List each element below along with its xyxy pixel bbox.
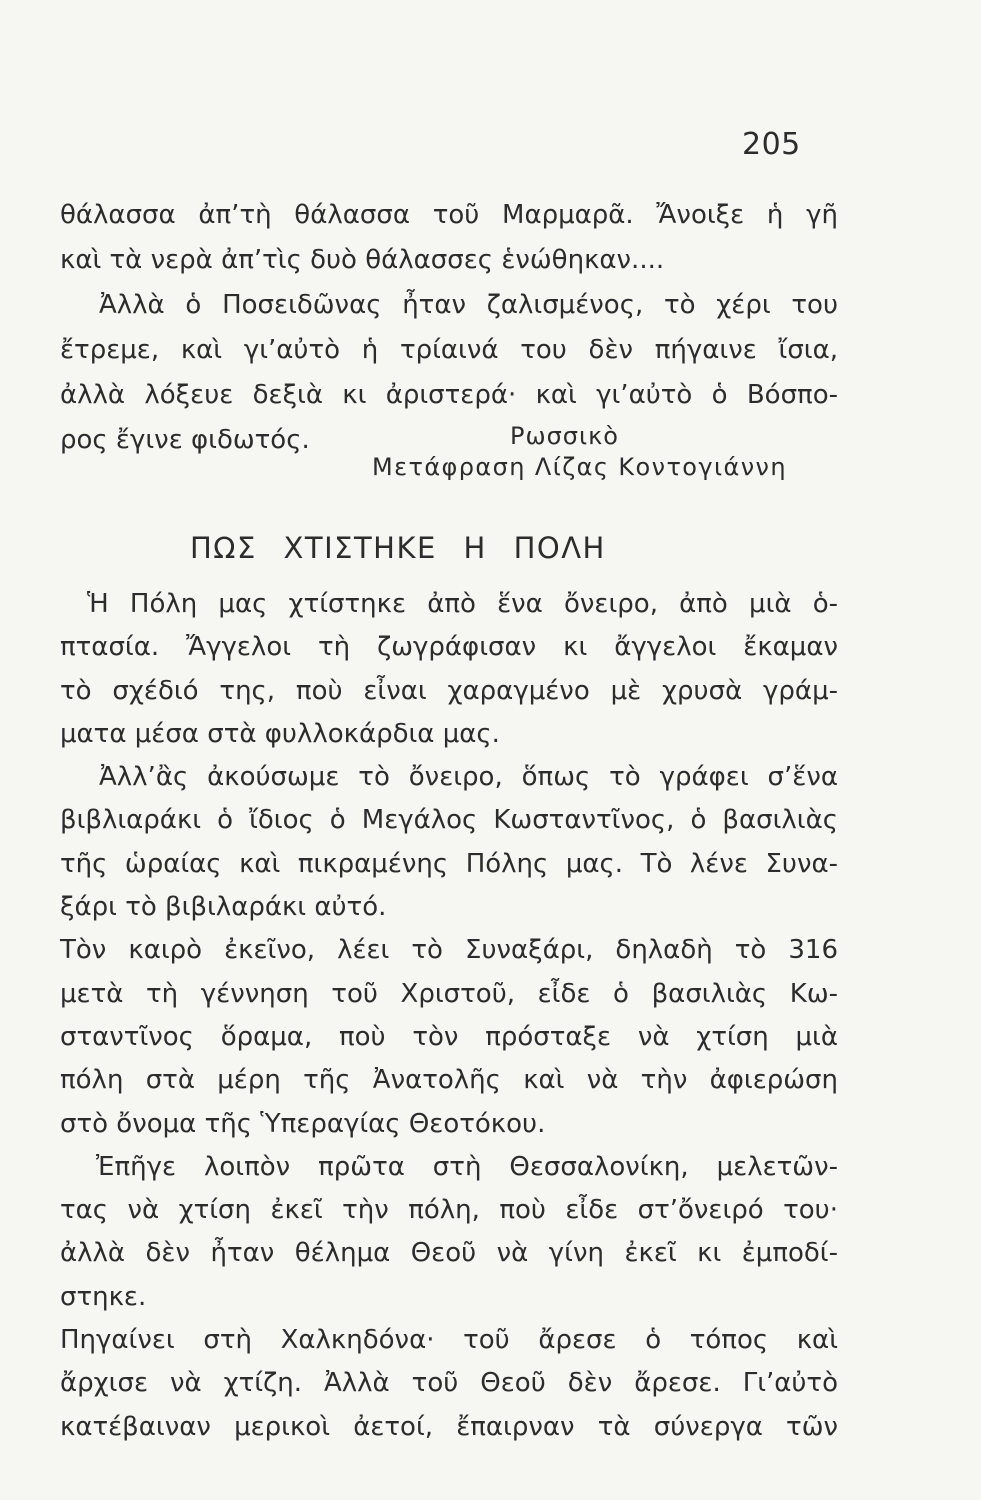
text-block-chapter xyxy=(60,583,838,1449)
paragraph-line: στηκε. xyxy=(60,1281,147,1312)
paragraph-line: Ἐπῆγε λοιπὸν πρῶτα στὴ Θεσσαλονίκη, μελετῶν- xyxy=(96,1151,838,1182)
paragraph-line: ἀλλὰ δὲν ἦταν θέλημα Θεοῦ νὰ γίνη ἐκεῖ κι ἐμποδί- xyxy=(60,1238,838,1269)
paragraph-line: πόλη στὰ μέρη τῆς Ἀνατολῆς καὶ νὰ τὴν ἀφιερώση xyxy=(60,1065,838,1096)
text-block-previous-chapter xyxy=(60,193,838,463)
paragraph-line: ἔτρεμε, καὶ γι’αὐτὸ ἡ τρίαινά του δὲν πήγαινε ἴσια, xyxy=(60,335,838,365)
paragraph-line: κατέβαιναν μερικοὶ ἀετοί, ἔπαιρναν τὰ σύνεργα τῶν xyxy=(60,1411,838,1442)
paragraph-line: ματα μέσα στὰ φυλλοκάρδια μας. xyxy=(60,718,500,749)
paragraph-line: ἀλλὰ λόξευε δεξιὰ κι ἀριστερά· καὶ γι’αὐτὸ ὁ Βόσπο- xyxy=(60,380,838,410)
paragraph-line: τας νὰ χτίση ἐκεῖ τὴν πόλη, ποὺ εἶδε στ’ὄνειρό του· xyxy=(60,1195,838,1226)
paragraph-line: θάλασσα ἀπ’τὴ θάλασσα τοῦ Μαρμαρᾶ. Ἄνοιξε ἡ γῆ xyxy=(60,200,838,230)
paragraph-line: βιβλιαράκι ὁ ἴδιος ὁ Μεγάλος Κωσταντῖνος, ὁ βασιλιὰς xyxy=(60,805,838,836)
paragraph-line: καὶ τὰ νερὰ ἀπ’τὶς δυὸ θάλασσες ἑνώθηκαν.... xyxy=(60,245,665,275)
translator-credit: Μετάφραση Λίζας Κοντογιάννη xyxy=(372,453,787,481)
paragraph-line: Ἀλλ’ἂς ἀκούσωμε τὸ ὄνειρο, ὅπως τὸ γράφει σ’ἕνα xyxy=(99,762,838,793)
paragraph-line: πτασία. Ἄγγελοι τὴ ζωγράφισαν κι ἄγγελοι ἔκαμαν xyxy=(60,632,838,663)
paragraph-line: ρος ἔγινε φιδωτός. xyxy=(60,425,310,455)
source-label: Ρωσσικὸ xyxy=(510,422,619,450)
paragraph-line: σταντῖνος ὅραμα, ποὺ τὸν πρόσταξε νὰ χτίση μιὰ xyxy=(60,1021,838,1052)
paragraph-line: Ἡ Πόλη μας χτίστηκε ἀπὸ ἕνα ὄνειρο, ἀπὸ μιὰ ὁ- xyxy=(87,589,838,619)
paragraph-line: Ἀλλὰ ὁ Ποσειδῶνας ἦταν ζαλισμένος, τὸ χέρι του xyxy=(99,290,838,320)
paragraph-line: ἄρχισε νὰ χτίζη. Ἀλλὰ τοῦ Θεοῦ δὲν ἄρεσε. Γι’αὐτὸ xyxy=(60,1368,838,1399)
paragraph-line: στὸ ὄνομα τῆς Ὑπεραγίας Θεοτόκου. xyxy=(60,1108,546,1139)
chapter-title: ΠΩΣ ΧΤΙΣΤΗΚΕ Η ΠΟΛΗ xyxy=(190,531,606,565)
paragraph-line: Πηγαίνει στὴ Χαλκηδόνα· τοῦ ἄρεσε ὁ τόπος καὶ xyxy=(60,1325,838,1356)
page-number: 205 xyxy=(742,127,801,162)
paragraph-line: τῆς ὡραίας καὶ πικραμένης Πόλης μας. Τὸ λένε Συνα- xyxy=(60,848,838,879)
paragraph-line: μετὰ τὴ γέννηση τοῦ Χριστοῦ, εἶδε ὁ βασιλιὰς Κω- xyxy=(60,978,838,1009)
paragraph-line: Τὸν καιρὸ ἐκεῖνο, λέει τὸ Συναξάρι, δηλαδὴ τὸ 316 xyxy=(60,935,838,966)
paragraph-line: ξάρι τὸ βιβιλαράκι αὐτό. xyxy=(60,892,387,923)
paragraph-line: τὸ σχέδιό της, ποὺ εἶναι χαραγμένο μὲ χρυσὰ γράμ- xyxy=(60,675,838,706)
